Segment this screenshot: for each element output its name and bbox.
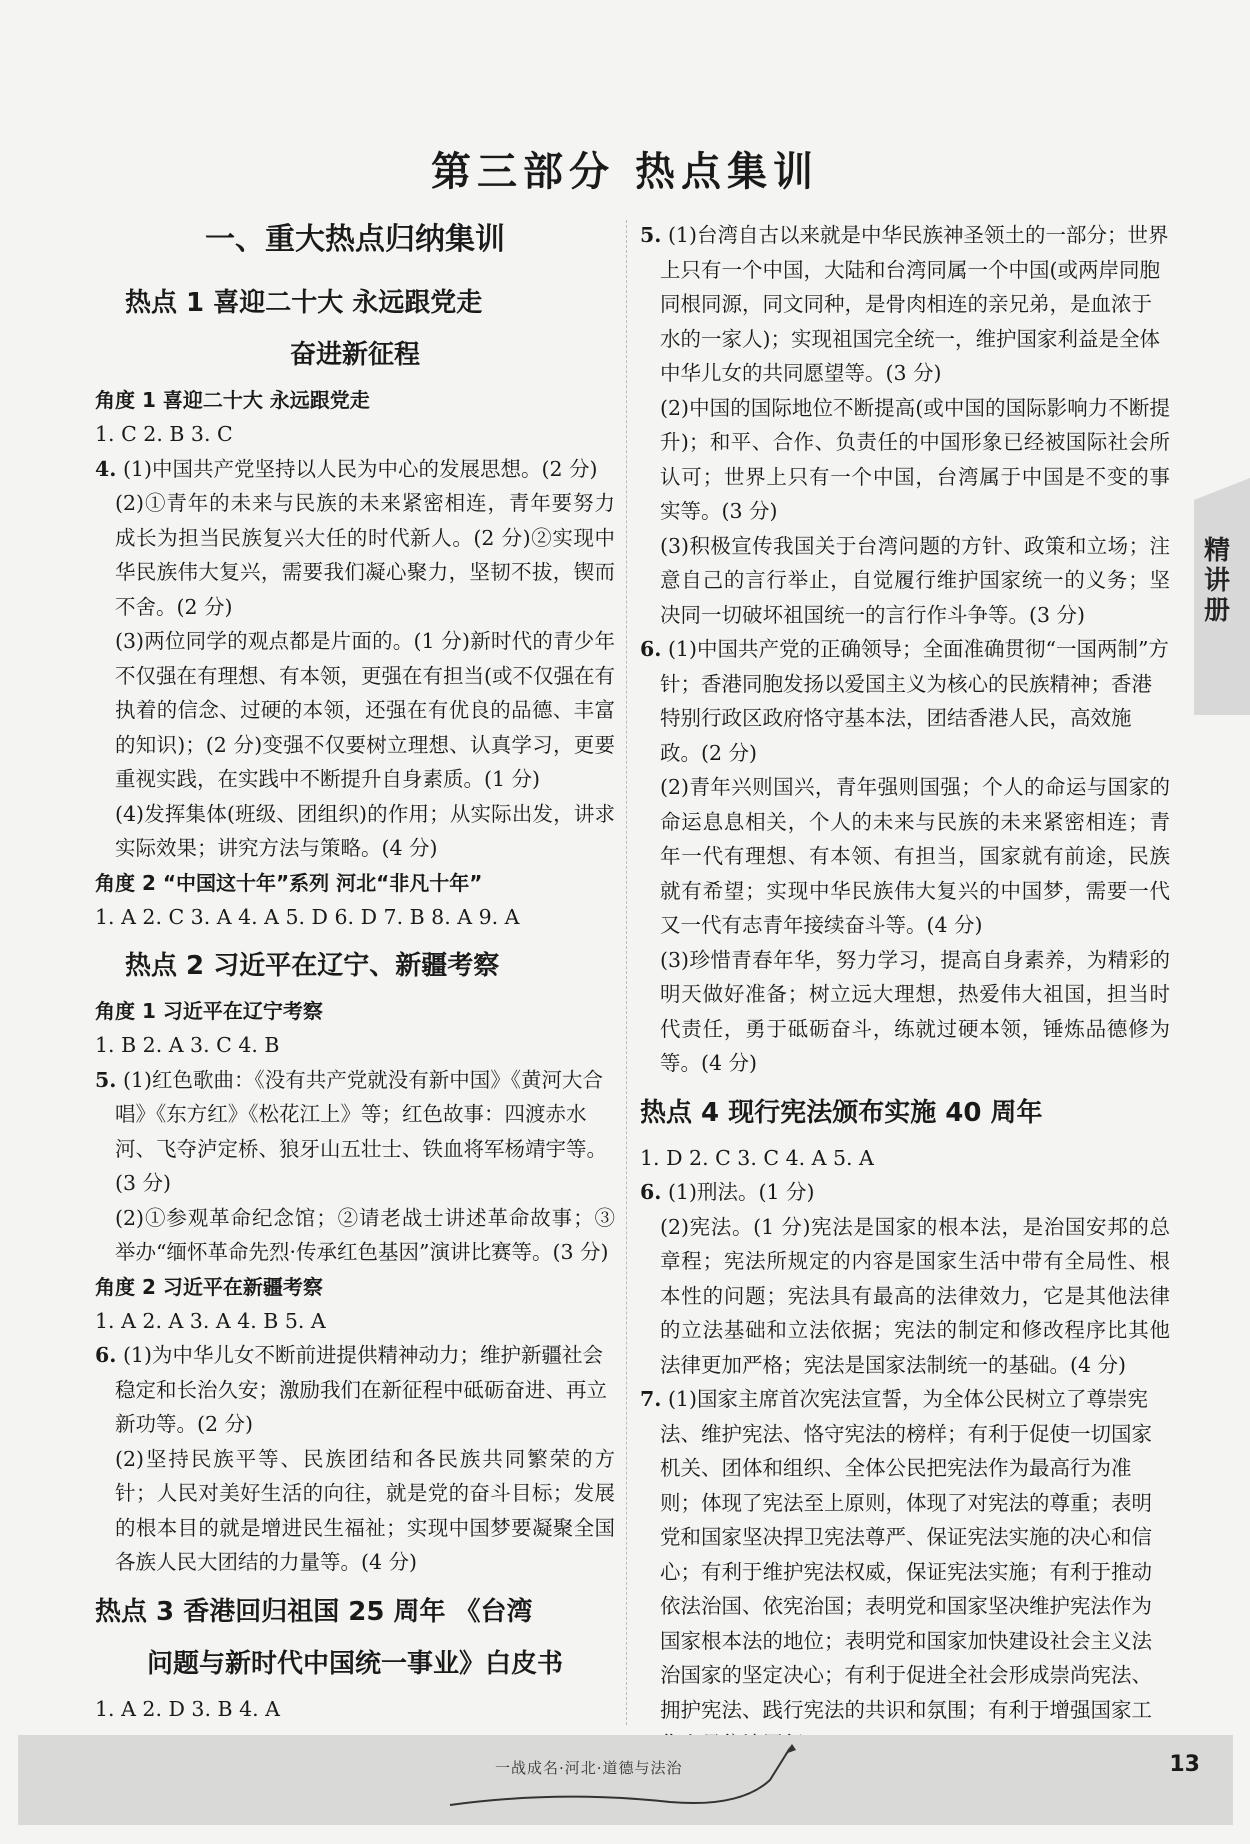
hot3-title-line1: 热点 3 香港回归祖国 25 周年 《台湾 (95, 1596, 533, 1627)
answer-paragraph: (2)坚持民族平等、民族团结和各民族共同繁荣的方针；人民对美好生活的向往，就是党的奋斗目标；发展的根本目的就是增进民生福祉；实现中国梦要凝聚全国各族人民大团结的力量等。(4 分) (115, 1446, 615, 1574)
hot3-question5 (640, 218, 1170, 391)
hot2-question6 (95, 1338, 615, 1442)
hot4-answers: 1. D 2. C 3. C 4. A 5. A (640, 1145, 874, 1170)
hot3-title (95, 1586, 615, 1690)
side-tab-label: 精讲册 (1204, 536, 1231, 626)
question-number: 7. (640, 1387, 662, 1411)
answer-paragraph: (4)发挥集体(班级、团组织)的作用；从实际出发，讲求实际效果；讲究方法与策略。(4 分) (115, 801, 615, 860)
hot4-question6 (640, 1175, 1170, 1210)
hot1-angle1: 角度 1 喜迎二十大 永远跟党走 (95, 388, 370, 412)
answer-text: (1)为中华儿女不断前进提供精神动力；维护新疆社会稳定和长治久安；激励我们在新征程中砥砺奋进、再立新功等。(2 分) (115, 1343, 607, 1436)
answer-text: (1)国家主席首次宪法宣誓，为全体公民树立了尊崇宪法、维护宪法、恪守宪法的榜样；有利于促使一切国家机关、团体和组织、全体公民把宪法作为最高行为准则；体现了宪法至上原则，体现了对宪法的尊重；表明党和国家坚决捍卫宪法尊严、保证宪法实施的决心和信心；有利于维护宪法权威，保证宪法实施；有利于推动依法治国、依宪治国；表明党和国家坚决维护宪法作为国家根本法的地位；表明党和国家加快建设社会主义法治国家的坚定决心；有利于促进全社会形成崇尚宪法、拥护宪法、践行宪法的共识和氛围；有利于增强国家工 (660, 1387, 1152, 1722)
hot1-title-line2: 奋进新征程 (289, 340, 420, 370)
question-number: 6. (640, 1180, 662, 1204)
left-column (95, 215, 615, 1726)
hot2-answers2: 1. A 2. A 3. A 4. B 5. A (95, 1308, 326, 1333)
side-tab (1194, 500, 1250, 715)
pen-stroke-icon (440, 1740, 820, 1820)
hot2-answers1: 1. B 2. A 3. C 4. B (95, 1033, 280, 1057)
page-title: 第三部分 热点集训 (431, 149, 819, 195)
answer-paragraph: (3)珍惜青春年华，努力学习，提高自身素养，为精彩的明天做好准备；树立远大理想，热爱伟大祖国，担当时代责任，勇于砥砺奋斗，练就过硬本领，锤炼品德修为等。(4 分) (660, 947, 1170, 1075)
hot1-answers1: 1. C 2. B 3. C (95, 422, 233, 446)
answer-text: (1)刑法。(1 分) (667, 1180, 815, 1204)
answer-paragraph: (3)两位同学的观点都是片面的。(1 分)新时代的青少年不仅强在有理想、有本领，更强在有担当(或不仅强在有执着的信念、过硬的本领，还强在有优良的品德、丰富的知识)；(2 分)变强不仅要树立理想、认真学习，更要重视实践，在实践中不断提升自身素质。(1 分) (115, 629, 615, 791)
answer-paragraph: (2)宪法。(1 分)宪法是国家的根本法，是治国安邦的总章程；宪法所规定的内容是国家生活中带有全局性、根本性的问题；宪法具有最高的法律效力，它是其他法律的立法基础和立法依据；宪法的制定和修改程序比其他法律更加严格；宪法是国家法制统一的基础。(4 分) (660, 1214, 1170, 1377)
page-number: 13 (1169, 1752, 1200, 1777)
hot2-angle2: 角度 2 习近平在新疆考察 (95, 1274, 323, 1299)
answer-text: (1)中国共产党的正确领导；全面准确贯彻“一国两制”方针；香港同胞发扬以爱国主义为核心的民族精神；香港特别行政区政府恪守基本法，团结香港人民，高效施政。(2 分) (660, 637, 1169, 765)
hot2-title: 热点 2 习近平在辽宁、新疆考察 (125, 951, 500, 981)
hot1-title-line1: 热点 1 喜迎二十大 永远跟党走 (125, 288, 483, 318)
hot4-title: 热点 4 现行宪法颁布实施 40 周年 (640, 1097, 1043, 1128)
answer-paragraph: (2)中国的国际地位不断提高(或中国的国际影响力不断提升)；和平、合作、负责任的中国形象已经被国际社会所认可；世界上只有一个中国，台湾属于中国是不变的事实等。(3 分) (660, 395, 1170, 523)
hot3-answers: 1. A 2. D 3. B 4. A (95, 1696, 280, 1721)
answer-paragraph: (2)①参观革命纪念馆；②请老战士讲述革命故事；③举办“缅怀革命先烈·传承红色基因”演讲比赛等。(3 分) (115, 1205, 615, 1264)
answer-text: (1)台湾自古以来就是中华民族神圣领土的一部分；世界上只有一个中国，大陆和台湾同属一个中国(或两岸同胞同根同源，同文同种，是骨肉相连的亲兄弟，是血浓于水的一家人)；实现祖国完全统一，维护国家利益是全体中华儿女的共同愿望等。(3 分) (660, 223, 1169, 385)
answer-text: (1)红色歌曲：《没有共产党就没有新中国》《黄河大合唱》《东方红》《松花江上》等；红色故事：四渡赤水河、飞夺泸定桥、狼牙山五壮士、铁血将军杨靖宇等。(3 分) (115, 1067, 607, 1195)
hot3-title-line2: 问题与新时代中国统一事业》白皮书 (146, 1648, 563, 1679)
hot1-angle2: 角度 2 “中国这十年”系列 河北“非凡十年” (95, 870, 483, 895)
question-number: 4. (95, 456, 117, 481)
answer-paragraph: (2)青年兴则国兴，青年强则国强；个人的命运与国家的命运息息相关，个人的未来与民族的未来紧密相连；青年一代有理想、有本领、有担当，国家就有前途，民族就有希望；实现中华民族伟大复兴的中国梦，需要一代又一代有志青年接续奋斗等。(4 分) (660, 775, 1170, 937)
right-column (640, 218, 1170, 1762)
section-title: 一、重大热点归纳集训 (205, 222, 505, 257)
question-number: 5. (95, 1067, 117, 1092)
answer-paragraph: (3)积极宣传我国关于台湾问题的方针、政策和立场；注意自己的言行举止，自觉履行维护国家统一的义务；坚决同一切破坏祖国统一的言行作斗争等。(3 分) (660, 533, 1170, 627)
question-number: 6. (640, 637, 662, 661)
hot3-question6 (640, 632, 1170, 770)
answer-paragraph: (2)①青年的未来与民族的未来紧密相连，青年要努力成长为担当民族复兴大任的时代新人。(2 分)②实现中华民族伟大复兴，需要我们凝心聚力，坚韧不拔，锲而不舍。(2 分) (115, 491, 615, 619)
hot4-question7 (640, 1382, 1170, 1762)
footer-text: 一战成名·河北·道德与法治 (495, 1759, 683, 1777)
question-number: 6. (95, 1343, 117, 1367)
hot1-answers2: 1. A 2. C 3. A 4. A 5. D 6. D 7. B 8. A 9. A (95, 904, 520, 929)
hot1-title (125, 277, 615, 381)
hot2-question5 (95, 1063, 615, 1201)
answer-text: (1)中国共产党坚持以人民为中心的发展思想。(2 分) (122, 456, 598, 481)
question-number: 5. (640, 223, 662, 247)
column-divider (626, 220, 627, 1725)
hot1-question4 (95, 452, 615, 487)
hot2-angle1: 角度 1 习近平在辽宁考察 (95, 999, 323, 1023)
